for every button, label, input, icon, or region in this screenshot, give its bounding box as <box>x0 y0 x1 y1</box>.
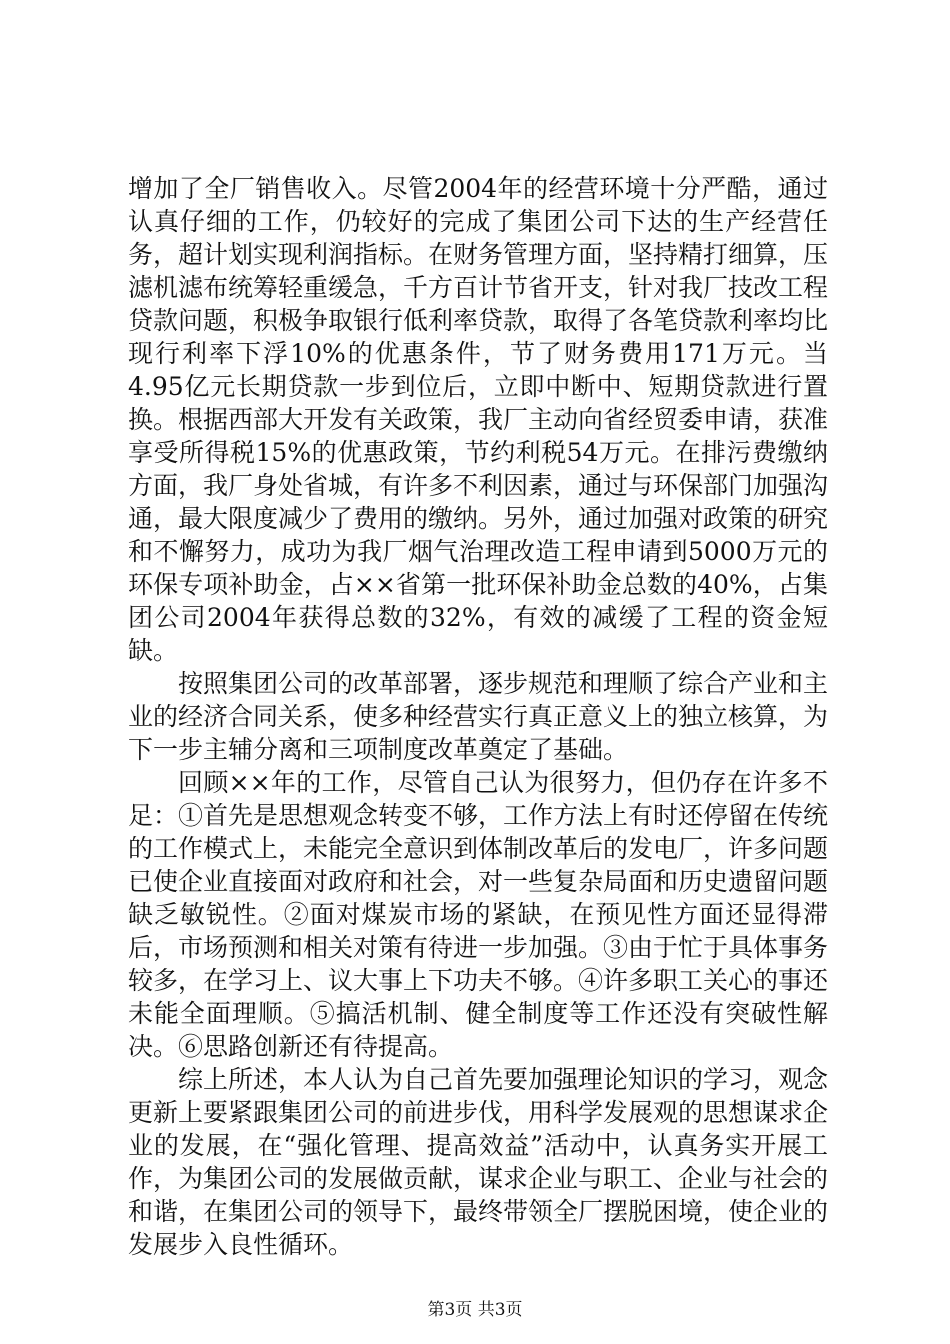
paragraph-shortcomings: 回顾××年的工作，尽管自己认为很努力，但仍存在许多不足：①首先是思想观念转变不够，工作方法上有时还停留在传统的工作模式上，未能完全意识到体制改革后的发电厂，许多问题已使企业直接面对政府和社会，对一些复杂局面和历史遗留问题缺乏敏锐性。②面对煤炭市场的紧缺，在预见性方面还显得滞后，市场预测和相关对策有待进一步加强。③由于忙于具体事务较多，在学习上、议大事上下功夫不够。④许多职工关心的事还未能全面理顺。⑤搞活机制、健全制度等工作还没有突破性解决。⑥思路创新还有待提高。 <box>128 768 829 1061</box>
paragraph-continued: 增加了全厂销售收入。尽管2004年的经营环境十分严酷，通过认真仔细的工作，仍较好的完成了集团公司下达的生产经营任务，超计划实现利润指标。在财务管理方面，坚持精打细算，压滤机滤布统筹轻重缓急，千方百计节省开支，针对我厂技改工程贷款问题，积极争取银行低利率贷款，取得了各笔贷款利率均比现行利率下浮10%的优惠条件，节了财务费用171万元。当4.95亿元长期贷款一步到位后，立即中断中、短期贷款进行置换。根据西部大开发有关政策，我厂主动向省经贸委申请，获准享受所得税15%的优惠政策，节约利税54万元。在排污费缴纳方面，我厂身处省城，有许多不利因素，通过与环保部门加强沟通，最大限度减少了费用的缴纳。另外，通过加强对政策的研究和不懈努力，成功为我厂烟气治理改造工程申请到5000万元的环保专项补助金，占××省第一批环保补助金总数的40%，占集团公司2004年获得总数的32%，有效的减缓了工程的资金短缺。 <box>128 174 829 665</box>
page-footer: 第3页 共3页 <box>427 1300 523 1320</box>
paragraph-reform: 按照集团公司的改革部署，逐步规范和理顺了综合产业和主业的经济合同关系，使多种经营实行真正意义上的独立核算，为下一步主辅分离和三项制度改革奠定了基础。 <box>128 669 829 764</box>
document-body <box>128 172 828 1261</box>
paragraph-conclusion: 综上所述，本人认为自己首先要加强理论知识的学习，观念更新上要紧跟集团公司的前进步伐，用科学发展观的思想谋求企业的发展，在“强化管理、提高效益”活动中，认真务实开展工作，为集团公司的发展做贡献，谋求企业与职工、企业与社会的和谐，在集团公司的领导下，最终带领全厂摆脱困境，使企业的发展步入良性循环。 <box>128 1065 829 1259</box>
